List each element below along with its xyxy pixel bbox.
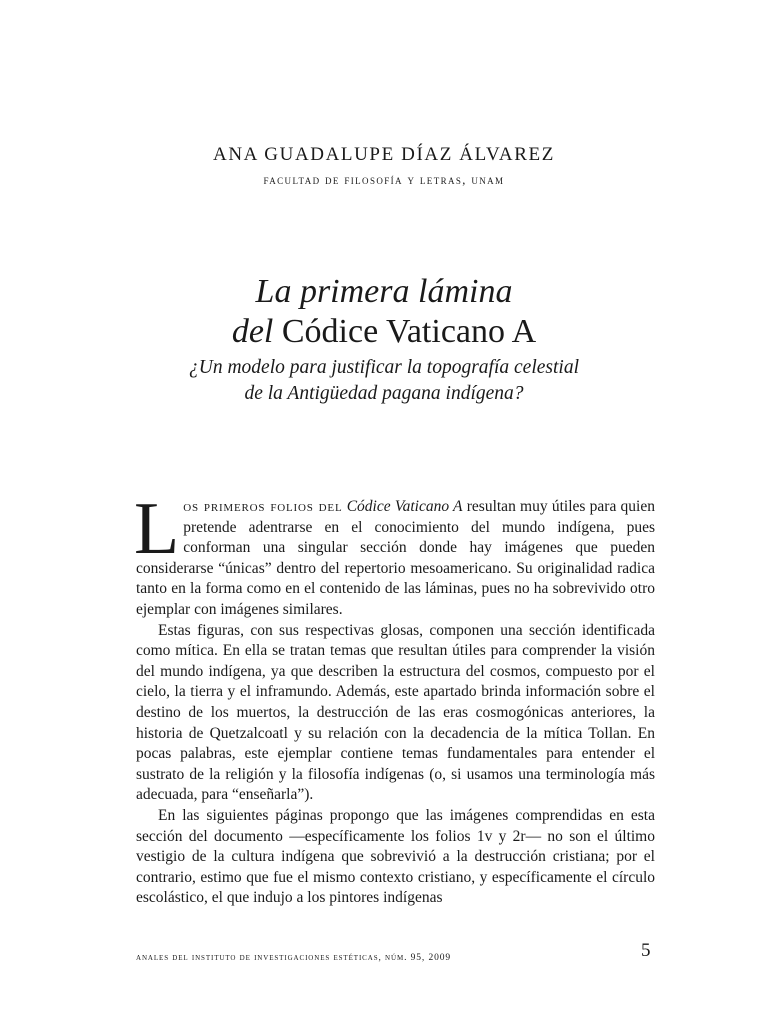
journal-footer: anales del instituto de investigaciones estéticas, núm. 95, 2009 [136,953,452,963]
drop-cap: L [134,488,180,570]
article-body [134,488,655,909]
codex-title-italic: Códice Vaticano A [346,498,463,515]
paragraph-1-text: resultan muy útiles para quien pretende adentrarse en el conocimiento del mundo indígena, pues conforman una singular sección donde hay imágenes que pueden considerarse “únicas” dentro del repertorio mesoamericano. Su originalidad radica tanto en la forma como en el contenido de las láminas, pues no ha sobrevivido otro ejemplar con imágenes similares. [136,498,655,618]
author-name: ANA GUADALUPE DÍAZ ÁLVAREZ [213,144,555,165]
author-affiliation: facultad de filosofía y letras, unam [263,173,505,187]
article-title-del: del [231,313,274,350]
article-title-block [0,272,768,407]
article-title-line-2 [0,312,768,352]
page-number: 5 [641,940,651,961]
paragraph-1 [134,488,655,621]
article-title-codex: Códice Vaticano A [281,313,537,350]
article-subtitle-line-2: de la Antigüedad pagana indígena? [244,383,524,404]
paragraph-2: Estas figuras, con sus respectivas glosas, componen una sección identificada como mítica. En ella se tratan temas que resultan útiles para comprender la visión del mundo indígena, ya que describen la estructura del cosmos, compuesto por el cielo, la tierra y el inframundo. Además, este apartado brinda información sobre el destino de los muertos, la destrucción de las eras cosmogónicas anteriores, la historia de Quetzalcoatl y su relación con la decadencia de la mítica Tollan. En pocas palabras, este ejemplar contiene temas fundamentales para entender el sustrato de la religión y la filosofía indígenas (o, si usamos una terminología más adecuada, para “enseñarla”). [136,621,655,804]
opening-smallcaps: os primeros folios del [183,498,343,515]
article-subtitle-line-1: ¿Un modelo para justificar la topografía celestial [189,357,579,378]
paragraph-3: En las siguientes páginas propongo que las imágenes comprendidas en esta sección del documento —específicamente los folios 1v y 2r— no son el último vestigio de la cultura indígena que sobrevivió a la destrucción cristiana; por el contrario, estimo que fue el mismo contexto cristiano, y específicamente el círculo escolástico, el que indujo a los pintores indígenas [136,806,655,907]
article-title-line-1: La primera lámina [255,273,513,310]
